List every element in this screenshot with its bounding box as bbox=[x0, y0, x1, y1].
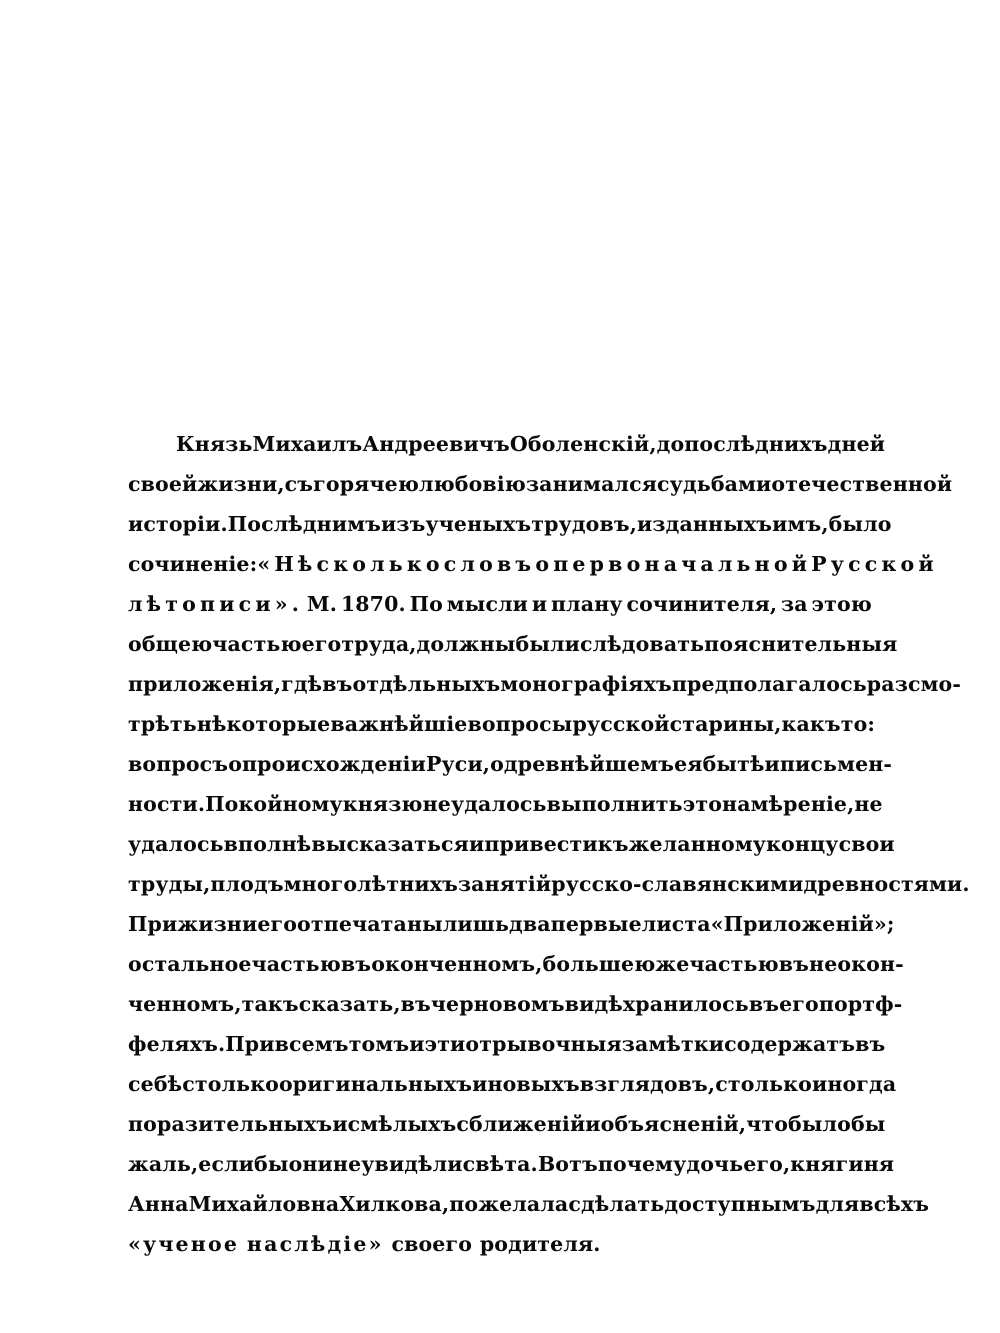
text-line-work-title: сочиненіе: «Нѣсколько словъ о первоначальной Русской bbox=[128, 544, 872, 584]
text-line: вопросъ о происхожденіи Руси, о древнѣйшемъ ея бытѣ и письмен- bbox=[128, 752, 893, 776]
text-line: трѣть нѣкоторые важнѣйшіе вопросы русской старины, какъ то: bbox=[128, 712, 876, 736]
text-line: поразительныхъ и смѣлыхъ сближеній и объясненій, что было бы bbox=[128, 1112, 886, 1136]
text-line: Князь Михаилъ Андреевичъ Оболенскій, до послѣднихъ дней bbox=[176, 432, 886, 456]
text-line: своей жизни, съ горячею любовію занимался судьбами отечественной bbox=[128, 472, 953, 496]
daughter-patronymic: Михайловна bbox=[188, 1192, 340, 1216]
text-line: приложенія, гдѣ въ отдѣльныхъ монографіяхъ предполагалось разсмо- bbox=[128, 672, 962, 696]
text-line: исторіи. Послѣднимъ изъ ученыхъ трудовъ, изданныхъ имъ, было bbox=[128, 512, 892, 536]
daughter-given-name: Анна bbox=[128, 1192, 189, 1216]
publication-year: 1870. bbox=[340, 592, 406, 616]
work-title-emphasis: лѣтописи». bbox=[128, 592, 304, 616]
daughter-surname: Хилкова, bbox=[339, 1192, 450, 1216]
text-line: удалось вполнѣ высказаться и привести къ желанному концу свои bbox=[128, 832, 895, 856]
work-title-emphasis: словъ bbox=[443, 552, 536, 576]
text-line-closing: «ученое наслѣдіе» своего родителя. bbox=[128, 1232, 601, 1256]
closing-phrase-emphasis: наслѣдіе» bbox=[246, 1232, 384, 1256]
page-text-block bbox=[128, 424, 970, 1264]
text-line: ности. Покойному князю не удалось выполнить это намѣреніе, не bbox=[128, 792, 883, 816]
body-paragraph bbox=[128, 424, 970, 1264]
work-title-emphasis: Русской bbox=[811, 552, 938, 576]
text-line: феляхъ. При всемъ томъ и эти отрывочныя замѣтки содержатъ въ bbox=[128, 1032, 886, 1056]
work-title-emphasis: первоначальной bbox=[553, 552, 812, 576]
text-line: остальное частью въ оконченномъ, большею же частью въ неокон- bbox=[128, 952, 904, 976]
text-line-daughter-name: Анна Михайловна Хилкова, пожелала сдѣлать доступнымъ для всѣхъ bbox=[128, 1184, 872, 1224]
text-line: общею частью его труда, должны были слѣдовать пояснительныя bbox=[128, 632, 898, 656]
closing-phrase-emphasis: «ученое bbox=[128, 1232, 240, 1256]
text-line: жаль, если бы они не увидѣли свѣта. Вотъ почему дочь его, княгиня bbox=[128, 1152, 895, 1176]
text-line-work-title: лѣтописи». М. 1870. По мысли и плану сочинителя, за этою bbox=[128, 584, 872, 624]
publication-place: М. bbox=[306, 592, 338, 616]
appendices-reference: «Приложеній»; bbox=[710, 912, 895, 936]
work-title-emphasis: о bbox=[535, 552, 554, 576]
work-title-emphasis: «Нѣсколько bbox=[257, 552, 444, 576]
text-line: себѣ столько оригинальныхъ и новыхъ взглядовъ, столько иногда bbox=[128, 1072, 897, 1096]
text-line: При жизни его отпечатаны лишь два первые листа «Приложеній»; bbox=[128, 904, 872, 944]
text-line: ченномъ, такъ сказать, въ черновомъ видѣ хранилось въ его портф- bbox=[128, 992, 903, 1016]
text-line: труды, плодъ многолѣтнихъ занятій русско-славянскими древностями. bbox=[128, 872, 970, 896]
